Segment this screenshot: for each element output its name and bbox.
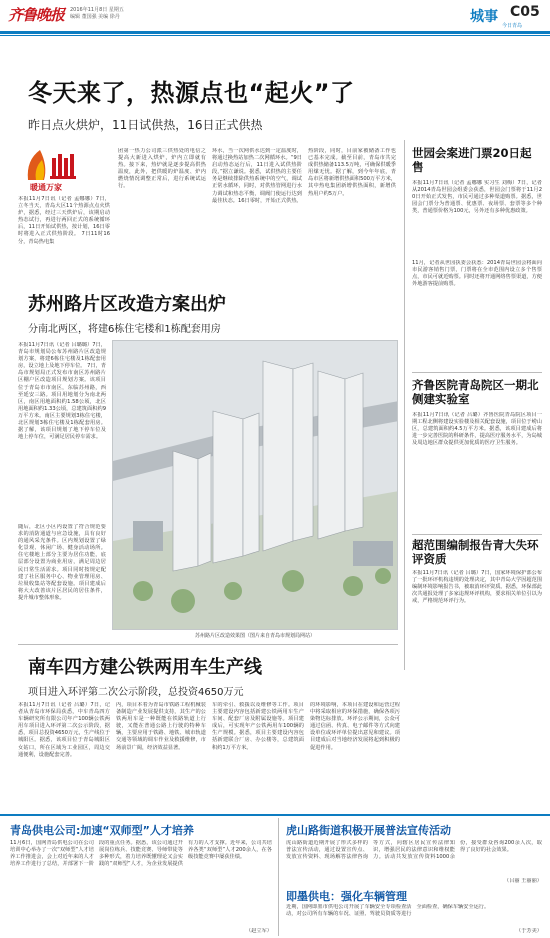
bottom-divider — [278, 818, 279, 936]
bottom-rule — [0, 814, 550, 816]
lead-headline: 冬天来了，热源点也“起火”了 — [28, 79, 355, 107]
newspaper-logo: 齐鲁晚报 — [8, 6, 65, 24]
bottom-right-byline-1: （吕丽 王丽丽） — [504, 878, 542, 884]
issue-editors: 编辑 董国强 美编 徐丹 — [70, 14, 120, 20]
sidebar-headline-2: 齐鲁医院青岛院区一期北侧建实验室 — [412, 378, 539, 406]
sidebar-headline-3: 超范围编制报告青大失环评资质 — [412, 538, 539, 566]
story3-col-3: 车的牵引、救援以及维修等工作。项目主要建设内容包括新建公铁两用车生产车间、配套厂房及附属设施等。项目建成后，可实现年产公铁两用车100辆的生产规模。据悉，项目主要建设内容包括新建联合厂房、办公楼等，总建筑面积约1万平方米。 — [212, 702, 304, 751]
lead-col-3: 环水，当一次网供水达到一定温度时，将通过换热站加热二次网循环水。“9日启动热态运行后，11日进入试供热阶段，”据立谦说。据悉，试供热的主要任务是继续排除供热系统中的空气，调试正常水循环，同时，对供热管网进行水力调试和热态平衡，调阀门使运行达到最佳状态。16日零时，开始正式供热。 — [212, 148, 302, 204]
story2-col-1: 本报11月7日讯（记者 吕璐璐）7日，青岛市规划局公布苏州路片区改造规划方案，将建6栋住宅楼及1栋配套用房，设立地上及地下停车位。 7日，青岛市规划局正式发布市南区苏州路片区棚户区改造项目规划方案。该项目位于青岛市市南区，东临苏州路，西至延安三路。项目用地划分为南北两区，南区用地面积约1.58公顷，北区用地面积约1.33公顷，总建筑面积约9万平方米。南区主要规划3栋住宅楼，北区规划3栋住宅楼及1栋配套用房。据了解，该项目规划了地下停车位及地上停车位，可满足居民停车需求。 — [18, 342, 106, 441]
lead-col-4: 热阶段，同时，目前家被储备工作也已基本完成。截至目前，青岛市共完成供热储备113.5万吨，可确保供暖季用煤无忧。据了解，到今年年底，青岛市区将新增供热面积500万平方米，其中热电集团新增供热面积，新增供热用户约5万户。 — [308, 148, 396, 197]
rendering-image — [112, 340, 398, 630]
story3-col-1: 本报11月7日讯（记者 吕璐）7日，记者从青岛市环保局获悉，中车青岛四方车辆研究所有限公司年产100辆公铁两用车项目进入环评第二次公示阶段，据悉，项目总投资4650万元，生产线位于城阳区。据悉，该项目位于青岛城阳区女姑口，所在区域为工业园区，周边交通便利，设施配套完善。 — [18, 702, 110, 758]
story2-subhead: 分南北两区，将建6栋住宅楼和1栋配套用房 — [28, 324, 221, 335]
story2-headline: 苏州路片区改造方案出炉 — [28, 294, 226, 315]
lead-col-2: 团第一热力公司派三供热处的电信之提高大新进入烘炉，炉内立即就有热。接下来，热炉就是逐步提高供热温度，此外，把供暖的炉温度、炉内燃烧情况调整正常后，进行系统试运行。 — [118, 148, 206, 190]
heating-logo-label: 暖通万家 — [30, 183, 62, 192]
section-divider — [18, 644, 398, 645]
bottom-right-body-2: 近期，国网即墨市供电公司开展了车辆安全专项检查活动，对公司所有车辆的车况、证照、驾驶员资质等进行全面检查，确保车辆安全运行。 — [286, 904, 490, 918]
bottom-right-headline-1: 虎山路街道积极开展普法宣传活动 — [286, 824, 451, 837]
subsection-name: 今日青岛 — [502, 23, 523, 29]
bottom-left-headline: 青岛供电公司:加速“双师型”人才培养 — [10, 824, 194, 837]
bottom-left-byline: （赵立军） — [246, 928, 272, 934]
story3-col-2: 内，项目本着为青岛市铁路工程机械装备制造产业发展提供支持，其生产的公铁两用车是一种既能在铁路轨道上行驶，又能在普通公路上行驶的特种车辆，主要应用于铁路、地铁、城市轨道交通等领域的调车作业及救援维修，市场前景广阔，经济效益显著。 — [116, 702, 206, 751]
bottom-right-byline-2: （于芳美） — [516, 928, 542, 934]
lead-col-1: 本报11月7日讯（记者 孟娜娜）7日，立冬当天，青岛大区11个热源点点火烘炉，据悉，经过三天烘炉后，该期启动热态试行，再进行两回正式的系统循环后，11日开始试供热，按计划，16日零时将进入正式供热阶段。 7日11时16分，青岛热电集 — [18, 196, 110, 245]
sidebar-body-3: 本报11月7日讯（记者 吕璐）7日，国家环境保护部公布了一批环评机构违规的处理决定，其中青岛大学因超范围编制环境影响报告书，被取消环评资质。据悉，环保部此次共通报处理了多家违规环评机构，要求相关单位引以为戒，严格规范环评行为。 — [412, 570, 542, 605]
sidebar-divider — [412, 534, 542, 535]
bottom-right-headline-2: 即墨供电：强化车辆管理 — [286, 890, 407, 903]
sidebar-body-1b: 11月，记者从世园执委会获悉：2014青岛世园会将面向市民游客销售门票，门票将在全市范围内设立多个售票点，市民可就近购票。同时还将开通网络售票渠道，方便外地游客提前购票。 — [412, 260, 542, 288]
sidebar-body-2: 本报11月7日讯（记者 吕璐）齐鲁医院青岛院区项目一期工程北侧将建设实验楼及相关配套设施，项目位于崂山区，总建筑面积约4.5万平方米。据悉，该项目建成后将进一步完善医院的科研条件，提高医疗服务水平，为岛城及周边地区群众提供更加优质的医疗卫生服务。 — [412, 412, 542, 447]
column-divider — [404, 140, 405, 670]
story3-col-4: 的环境影响，本项目在建设和运营过程中将采取相应的环保措施，确保各项污染物达标排放。环评公示期间，公众可通过信函、传真、电子邮件等方式向建设单位或环评单位提出意见和建议。项目建成后对当地经济发展将起到积极的促进作用。 — [310, 702, 400, 751]
bottom-right-body-1: 虎山路街道近期开展了形式多样的普法宣传活动，通过设置宣传点、发放宣传资料、现场解答法律咨询等方式，向辖区居民宣传法律知识，增强居民的法律意识和维权能力。活动共发放宣传资料1000余份，接受群众咨询200余人次，取得了良好的社会效果。 — [286, 840, 542, 861]
header-rule — [0, 31, 550, 34]
story3-headline: 南车四方建公铁两用车生产线 — [28, 657, 262, 678]
story2-col-2: 随后，北区小区内设置了符合规范要求的消防通道与应急设施，具有良好的通风采光条件。区内规划设置了绿化景观、休闲广场、健身活动场所。住宅楼地上部分主要为居住功能，底层部分设置为商业用房，满足周边居民日常生活需求。项目同时按规定配建了社区服务中心、物业管理用房、垃圾收集站等配套设施。项目建成后将大大改善该片区居民的居住条件，提升城市整体形象。 — [18, 524, 106, 601]
issue-date: 2016年11月8日 星期五 — [70, 7, 124, 13]
story3-subhead: 项目进入环评第二次公示阶段，总投资4650万元 — [28, 687, 244, 698]
page-number: C05 — [510, 4, 540, 20]
sidebar-body-1: 本报11月7日讯（记者 孟娜娜 实习生 刘梅）7日，记者从2014青岛世园会组委会获悉，世园会门票将于11月20日开始正式发售，市民可通过多种渠道购票。据悉，世园会门票分为普通票、优惠票、夜场票、套票等多个种类，普通票价格为100元，另外还有多种优惠政策。 — [412, 180, 542, 215]
issue-info — [70, 7, 124, 21]
bottom-left-body: 11月6日，国网青岛供电公司在公司培训中心举办了一次“双师型”人才培养工作推进会，会上对近年来的人才培养工作进行了总结，并部署下一阶段的重点任务。据悉，该公司通过开展岗位练兵、技能竞赛、导师带徒等多种形式，着力培养既懂理论又会实践的“双师型”人才，为企业发展提供有力的人才支撑。近年来，公司共培养各类“双师型”人才200余人，在各级技能竞赛中屡获佳绩。 — [10, 840, 272, 868]
sidebar-headline-1: 世园会案进门票20日起售 — [412, 146, 532, 174]
section-name: 城事 — [470, 9, 498, 25]
sidebar-divider — [412, 372, 542, 373]
rendering-caption: 苏州路片区改造效果图（图片来自青岛市规划局网站） — [194, 633, 315, 639]
lead-subhead: 昨日点火烘炉，11日试供热，16日正式供热 — [28, 118, 263, 132]
header-rule-thin — [0, 35, 550, 36]
